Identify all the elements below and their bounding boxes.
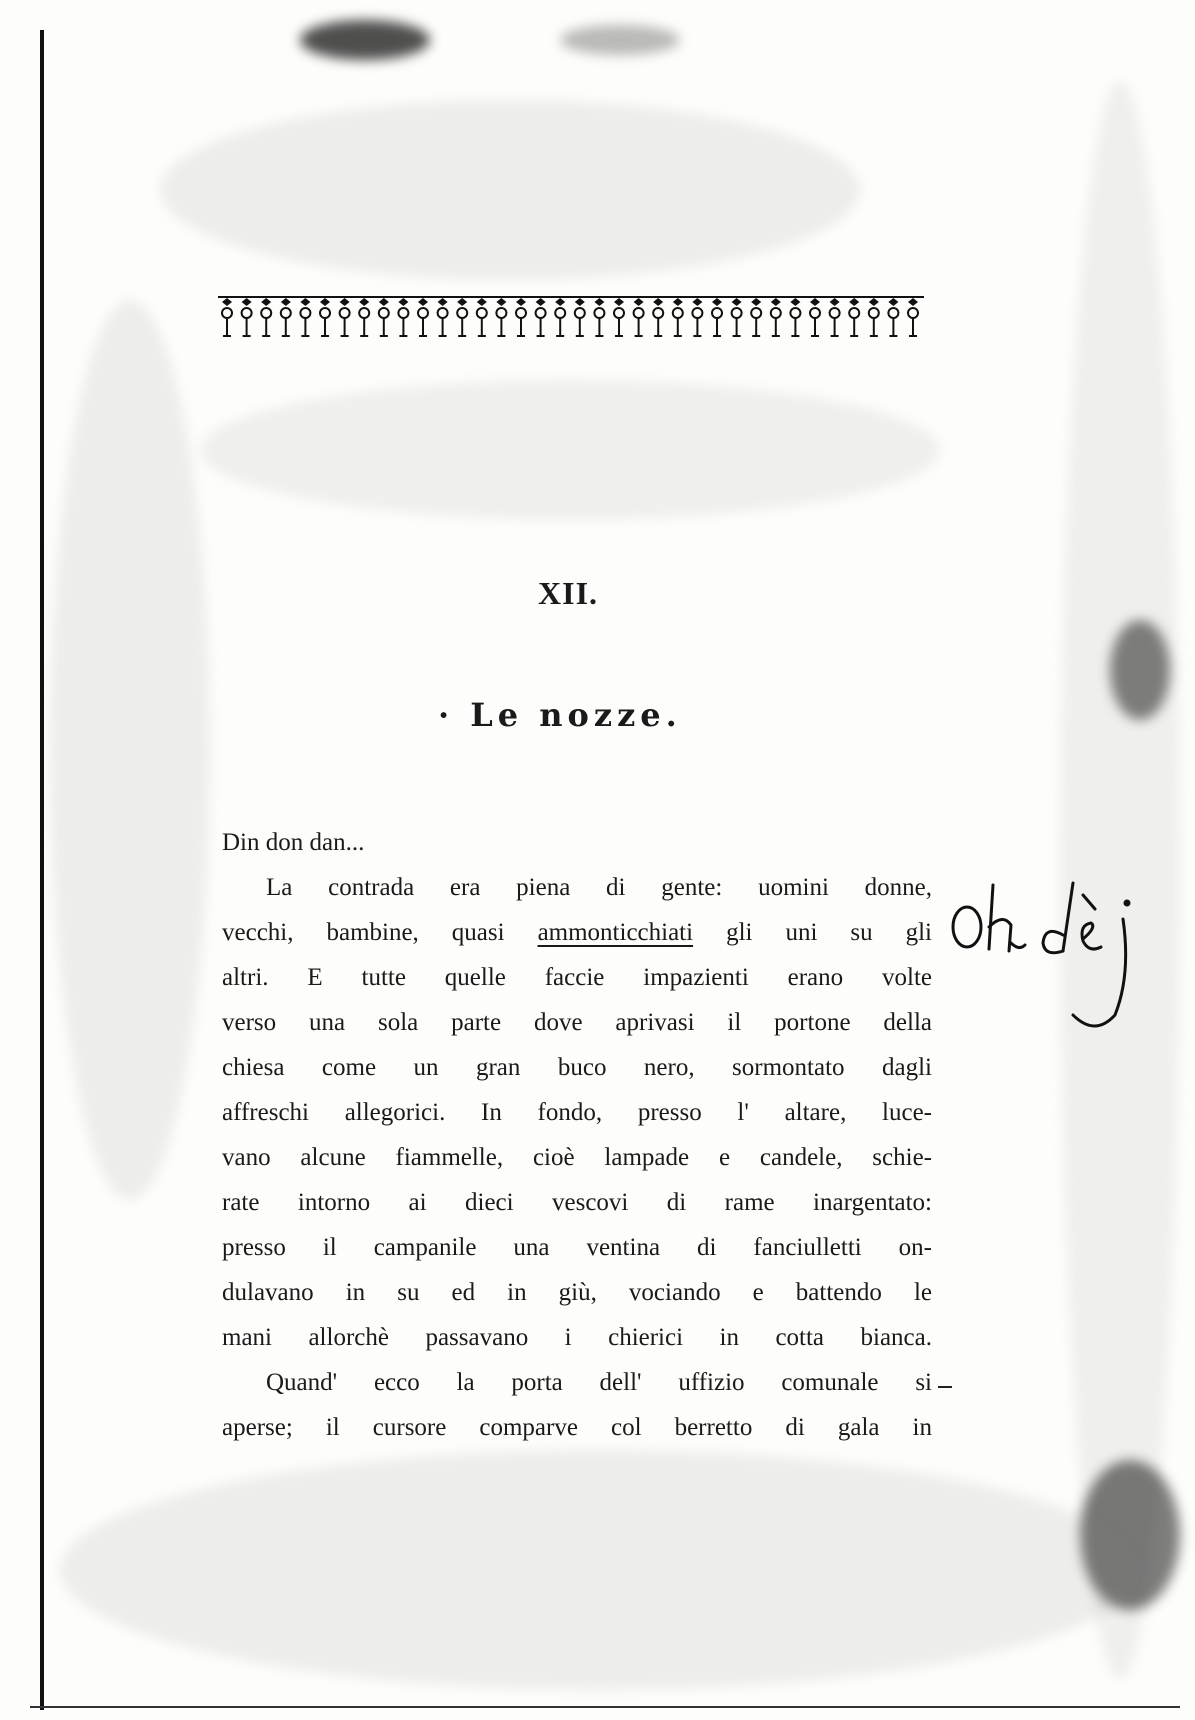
ornament-diamond [555, 298, 565, 306]
text-line: vano alcune fiammelle, cioè lampade e candele, schie- [222, 1144, 932, 1171]
ornament-stem [850, 318, 858, 336]
ornament-stem [733, 318, 741, 336]
ornament-ring [320, 308, 330, 318]
ornament-ring [732, 308, 742, 318]
ornament-ring [673, 308, 683, 318]
ornament-stem [341, 318, 349, 336]
ornament-ring [300, 308, 310, 318]
ornament-diamond [242, 298, 252, 306]
ornament-diamond [673, 298, 683, 306]
ornament-ring [888, 308, 898, 318]
ornament-diamond [340, 298, 350, 306]
ornament-diamond [771, 298, 781, 306]
scan-noise [300, 20, 430, 60]
ornament-ring [849, 308, 859, 318]
ornament-stem [243, 318, 251, 336]
ornament-stem [831, 318, 839, 336]
ornament-stem [399, 318, 407, 336]
ornament-diamond [379, 298, 389, 306]
ornament-diamond [751, 298, 761, 306]
ornament-stem [870, 318, 878, 336]
text-line: rate intorno ai dieci vescovi di rame inargentato: [222, 1189, 932, 1216]
handwritten-annotation [945, 865, 1145, 1045]
ornament-ring [810, 308, 820, 318]
ornament-diamond [908, 298, 918, 306]
ornament-stem [889, 318, 897, 336]
ornament-diamond [516, 298, 526, 306]
ornament-ring [340, 308, 350, 318]
text-line: Din don dan... [222, 829, 365, 856]
ornament-ring [634, 308, 644, 318]
scan-noise [200, 380, 940, 520]
text-line: mani allorchè passavano i chierici in cotta bianca. [222, 1324, 932, 1351]
ornament-stem [693, 318, 701, 336]
ornament-diamond [575, 298, 585, 306]
ornament-stem [380, 318, 388, 336]
ornament-diamond [653, 298, 663, 306]
ornament-diamond [594, 298, 604, 306]
ornament-diamond [849, 298, 859, 306]
ornament-diamond [496, 298, 506, 306]
ornament-ring [281, 308, 291, 318]
scan-noise [160, 100, 860, 280]
ornament-stem [360, 318, 368, 336]
ornament-ring [477, 308, 487, 318]
ornament-pattern [222, 298, 918, 336]
ornament-stem [909, 318, 917, 336]
ornament-diamond [261, 298, 271, 306]
ornament-ring [653, 308, 663, 318]
chapter-title: · Le nozze. [438, 696, 682, 734]
text-line: chiesa come un gran buco nero, sormontato dagli [222, 1054, 932, 1081]
ornament-diamond [438, 298, 448, 306]
scan-noise [50, 300, 210, 1200]
text-segment: vecchi, bambine, quasi [222, 919, 538, 946]
ornament-stem [654, 318, 662, 336]
ornament-stem [595, 318, 603, 336]
scan-noise [1080, 1460, 1180, 1610]
ornament-ring [242, 308, 252, 318]
ornament-diamond [359, 298, 369, 306]
margin-mark [938, 1386, 952, 1388]
ornament-ring [830, 308, 840, 318]
ornament-stem [419, 318, 427, 336]
text-line [222, 910, 932, 955]
ornament-ring [222, 308, 232, 318]
ornament-ring [516, 308, 526, 318]
ornament-ring [575, 308, 585, 318]
page-edge-rule [40, 30, 44, 1710]
ornament-ring [751, 308, 761, 318]
ornament-ring [379, 308, 389, 318]
text-line: affreschi allegorici. In fondo, presso l' altare, luce- [222, 1099, 932, 1126]
ornament-ring [261, 308, 271, 318]
ornament-diamond [869, 298, 879, 306]
ornament-diamond [712, 298, 722, 306]
ornament-stem [615, 318, 623, 336]
ornament-stem [537, 318, 545, 336]
ornament-stem [576, 318, 584, 336]
ornament-stem [497, 318, 505, 336]
ornament-stem [478, 318, 486, 336]
scan-noise [60, 1450, 1140, 1690]
text-line: verso una sola parte dove aprivasi il portone della [222, 1009, 932, 1036]
ornament-stem [301, 318, 309, 336]
ornament-diamond [888, 298, 898, 306]
ornament-stem [321, 318, 329, 336]
text-line: presso il campanile una ventina di fanciulletti on- [222, 1234, 932, 1261]
ornament-ring [438, 308, 448, 318]
ornament-stem [282, 318, 290, 336]
ornament-diamond [692, 298, 702, 306]
ornamental-border [218, 296, 924, 340]
text-line: Quand' ecco la porta dell' uffizio comunale si [266, 1369, 932, 1396]
ornament-ring [359, 308, 369, 318]
ornament-diamond [536, 298, 546, 306]
ornament-stem [811, 318, 819, 336]
ornament-diamond [634, 298, 644, 306]
ornament-diamond [477, 298, 487, 306]
ornament-diamond [418, 298, 428, 306]
ornament-diamond [457, 298, 467, 306]
underlined-word: ammonticchiati [537, 919, 694, 946]
ornament-diamond [300, 298, 310, 306]
ornament-diamond [614, 298, 624, 306]
ornament-diamond [790, 298, 800, 306]
text-segment: gli uni su gli [693, 919, 932, 946]
ornament-stem [713, 318, 721, 336]
ornament-stem [752, 318, 760, 336]
body-text [222, 820, 932, 1450]
text-line: La contrada era piena di gente: uomini donne, [266, 874, 932, 901]
ornament-diamond [810, 298, 820, 306]
ornament-diamond [732, 298, 742, 306]
ornament-ring [908, 308, 918, 318]
ornament-stem [635, 318, 643, 336]
ornament-ring [869, 308, 879, 318]
ornament-diamond [830, 298, 840, 306]
ornament-stem [772, 318, 780, 336]
ornament-ring [594, 308, 604, 318]
scan-noise [560, 25, 680, 55]
ornament-ring [692, 308, 702, 318]
ornament-ring [712, 308, 722, 318]
ornament-ring [555, 308, 565, 318]
text-line: aperse; il cursore comparve col berretto di gala in [222, 1414, 932, 1441]
ornament-ring [398, 308, 408, 318]
ornament-diamond [320, 298, 330, 306]
ornament-stem [556, 318, 564, 336]
ornament-diamond [398, 298, 408, 306]
ornament-ring [536, 308, 546, 318]
ornament-ring [771, 308, 781, 318]
page-bottom-rule [30, 1706, 1180, 1708]
ornament-stem [223, 318, 231, 336]
text-line: dulavano in su ed in giù, vociando e battendo le [222, 1279, 932, 1306]
ornament-ring [418, 308, 428, 318]
ornament-stem [791, 318, 799, 336]
ornament-diamond [281, 298, 291, 306]
ornament-stem [439, 318, 447, 336]
ornament-ring [496, 308, 506, 318]
ornament-stem [517, 318, 525, 336]
ornament-stem [458, 318, 466, 336]
ornament-ring [457, 308, 467, 318]
chapter-number: XII. [538, 575, 599, 611]
text-line: altri. E tutte quelle faccie impazienti erano volte [222, 964, 932, 991]
ornament-stem [674, 318, 682, 336]
ornament-stem [262, 318, 270, 336]
scan-noise [1110, 620, 1170, 720]
ornament-diamond [222, 298, 232, 306]
ornament-ring [614, 308, 624, 318]
ornament-ring [790, 308, 800, 318]
